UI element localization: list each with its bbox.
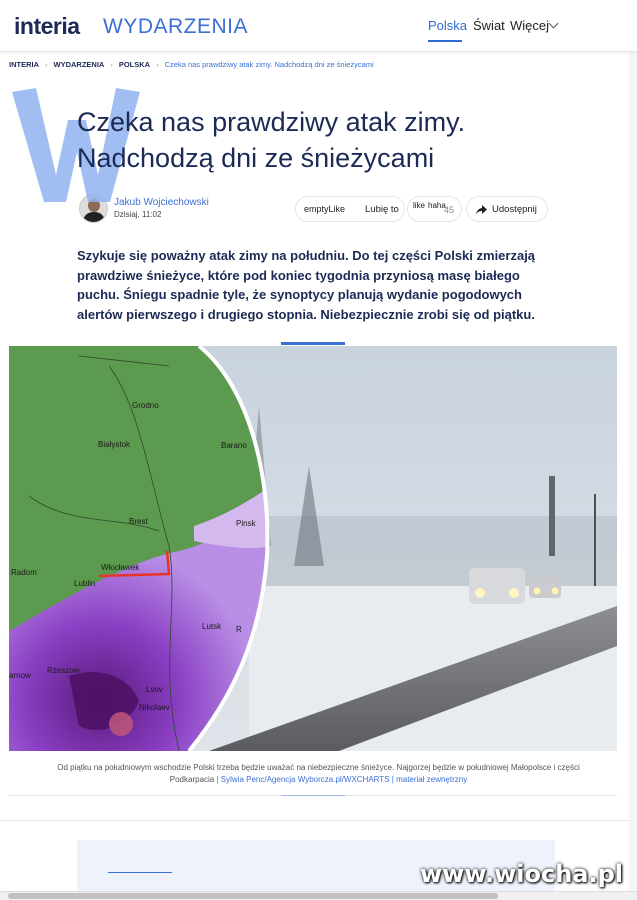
site-header <box>0 0 637 52</box>
chevron-right-icon: › <box>45 60 48 69</box>
share-arrow-icon <box>476 205 487 215</box>
nav-swiat[interactable]: Świat <box>473 18 505 33</box>
headlight <box>509 588 519 598</box>
empty-like-icon: emptyLike <box>304 204 346 214</box>
breadcrumb <box>9 60 374 69</box>
caption-separator: | <box>391 775 397 784</box>
breadcrumb-polska[interactable]: POLSKA <box>118 60 151 69</box>
nav-polska[interactable]: Polska <box>428 18 468 33</box>
like-button[interactable] <box>295 196 405 222</box>
headlight <box>475 588 485 598</box>
map-label-rzeszow: Rzeszow <box>47 666 80 675</box>
map-label-grodno: Grodno <box>132 401 159 410</box>
horizontal-scrollbar[interactable] <box>0 891 637 900</box>
headlight <box>552 588 559 595</box>
breadcrumb-wydarzenia[interactable]: WYDARZENIA <box>53 60 105 69</box>
nav-more-button[interactable]: Więcej <box>510 18 550 33</box>
map-label-baranovichi: Barano <box>221 441 247 450</box>
teaser-accent-line <box>108 872 172 873</box>
article-photo[interactable] <box>9 346 617 751</box>
haha-reaction-icon: haha <box>428 201 446 210</box>
map-label-tarnow: arnow <box>9 671 31 680</box>
like-label: Lubię to <box>365 204 399 215</box>
map-label-brest: Brest <box>129 517 148 526</box>
map-label-lutsk: Lutsk <box>202 622 222 631</box>
chevron-right-icon: › <box>156 60 159 69</box>
section-divider <box>0 820 637 821</box>
chevron-down-icon[interactable] <box>549 19 559 29</box>
map-label-r: R <box>236 625 242 634</box>
caption-text: Od piątku na południowym wschodzie Polski trzeba będzie uważać na niebezpieczne śnieżyce. Najgorzej będzie w południowej Małopolsce i części Podkarpacia <box>57 763 580 784</box>
map-label-pinsk: Pinsk <box>236 519 256 528</box>
reaction-count: 45 <box>444 205 455 215</box>
car <box>529 576 561 598</box>
photo-caption <box>36 762 601 786</box>
image-accent-line <box>281 342 345 345</box>
caption-separator: | <box>216 775 221 784</box>
breadcrumb-current: Czeka nas prawdziwy atak zimy. Nadchodzą dni ze śnieżycami <box>164 60 374 69</box>
article-title: Czeka nas prawdziwy atak zimy. Nadchodzą dni ze śnieżycami <box>77 107 466 173</box>
vertical-scrollbar[interactable] <box>629 0 637 891</box>
article-lead: Szykuje się poważny atak zimy na południu. Do tej części Polski zmierzają prawdziwe śnieżyce, które pod koniec tygodnia przyniosą masę białego puchu. Śniegu spadnie tyle, że synoptycy planują wydanie pogodowych alertów pierwszego i drugiego stopnia. Niebezpiecznie zrobi się od piątku. <box>77 248 536 322</box>
treeline <box>209 516 617 586</box>
car <box>469 568 525 604</box>
map-label-lvov: Lvov <box>146 685 163 694</box>
lamp-post <box>594 494 596 589</box>
caption-note: materiał zewnętrzny <box>396 775 468 784</box>
interia-logo[interactable]: interia <box>14 13 80 39</box>
site-watermark: www.wiocha.pl <box>419 860 623 888</box>
map-label-radom: Radom <box>11 568 37 577</box>
caption-accent-line <box>281 795 345 796</box>
headlight <box>534 588 541 595</box>
section-logo[interactable]: WYDARZENIA <box>103 15 249 38</box>
chimney <box>549 476 555 556</box>
reactions-button[interactable] <box>407 196 462 222</box>
map-label-nikolaev: Nikolaev <box>139 703 170 712</box>
chevron-right-icon: › <box>110 60 113 69</box>
share-button[interactable] <box>466 196 548 222</box>
nav-active-indicator <box>428 40 462 42</box>
map-label-lublin: Lublin <box>74 579 96 588</box>
scrollbar-thumb[interactable] <box>8 893 498 899</box>
author-name[interactable]: Jakub Wojciechowski <box>114 197 209 208</box>
publish-date: Dzisiaj, 11:02 <box>114 210 162 219</box>
avatar-body <box>83 212 105 223</box>
caption-source: Sylwia Penc/Agencja Wyborcza.pl/WXCHARTS <box>220 775 390 784</box>
map-label-bialystok: Białystok <box>98 440 131 449</box>
share-label: Udostępnij <box>492 204 537 215</box>
breadcrumb-interia[interactable]: INTERIA <box>9 60 39 69</box>
like-reaction-icon: like <box>413 201 426 210</box>
map-label-wloclawek: Włocławek <box>101 563 140 572</box>
